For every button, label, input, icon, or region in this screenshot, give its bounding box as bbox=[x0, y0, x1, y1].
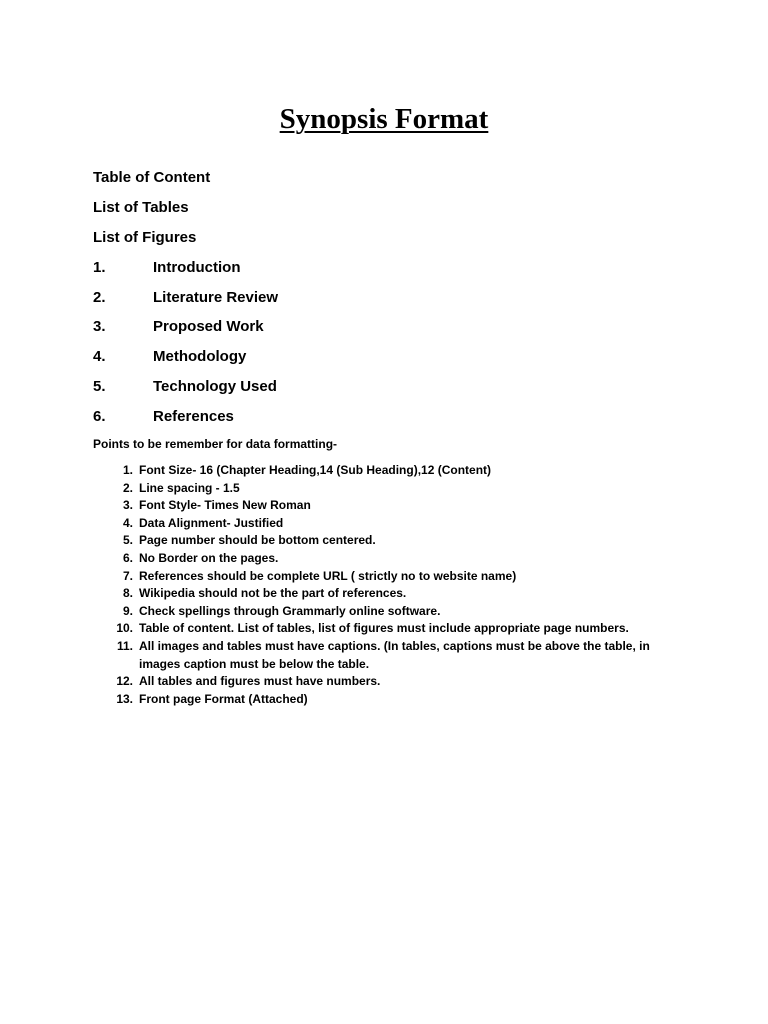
rule-number: 1. bbox=[122, 463, 133, 477]
rule-item bbox=[93, 515, 673, 533]
rule-number: 11. bbox=[116, 638, 133, 653]
contents-item bbox=[93, 165, 278, 195]
rule-item bbox=[93, 550, 673, 568]
rule-item bbox=[93, 620, 673, 638]
contents-item-label: Table of Content bbox=[93, 169, 211, 186]
rule-text: Data Alignment- Justified bbox=[139, 515, 284, 530]
document-title-text: Synopsis Format bbox=[279, 103, 489, 135]
rule-number: 13. bbox=[116, 691, 133, 706]
rule-text: References should be complete URL ( strictly no to website name) bbox=[139, 568, 517, 583]
rule-item bbox=[93, 532, 673, 550]
contents-item bbox=[93, 374, 278, 404]
rule-number: 12. bbox=[116, 674, 133, 689]
contents-item-label: Introduction bbox=[153, 258, 241, 276]
contents-item bbox=[93, 195, 278, 225]
rule-number: 8. bbox=[122, 586, 133, 601]
contents-item-number: 4. bbox=[93, 348, 106, 366]
rule-text: All images and tables must have captions. (In tables, captions must be above the table, in images caption must be below the table. bbox=[139, 638, 650, 671]
contents-item-label: Technology Used bbox=[153, 378, 277, 396]
contents-item bbox=[93, 344, 278, 374]
rule-text: All tables and figures must have numbers. bbox=[139, 674, 381, 689]
contents-item bbox=[93, 285, 278, 315]
contents-item-label: Proposed Work bbox=[153, 318, 264, 336]
points-heading: Points to be remember for data formatting- bbox=[93, 437, 338, 451]
rule-number: 4. bbox=[122, 515, 133, 530]
rule-item bbox=[93, 638, 673, 673]
contents-item-number: 1. bbox=[93, 258, 106, 276]
rule-text: Table of content. List of tables, list of figures must include appropriate page numbers. bbox=[139, 621, 629, 636]
rule-text: Page number should be bottom centered. bbox=[139, 533, 376, 548]
contents-item bbox=[93, 314, 278, 344]
rule-text: Font Size- 16 (Chapter Heading,14 (Sub Heading),12 (Content) bbox=[139, 463, 492, 477]
contents-item-number: 3. bbox=[93, 318, 106, 336]
rule-text: Font Style- Times New Roman bbox=[139, 498, 311, 513]
contents-item-label: Methodology bbox=[153, 348, 247, 366]
contents-item-number: 5. bbox=[93, 378, 106, 396]
contents-list bbox=[93, 165, 278, 434]
rule-item bbox=[93, 673, 673, 691]
rule-number: 6. bbox=[122, 550, 133, 565]
formatting-rules-list bbox=[93, 462, 673, 708]
rule-text: No Border on the pages. bbox=[139, 550, 279, 565]
rule-number: 7. bbox=[122, 568, 133, 583]
contents-item bbox=[93, 404, 278, 434]
rule-item bbox=[93, 480, 673, 498]
rule-text: Line spacing - 1.5 bbox=[139, 480, 240, 495]
rule-item bbox=[93, 462, 673, 480]
rule-text: Wikipedia should not be the part of references. bbox=[139, 586, 407, 601]
contents-item bbox=[93, 225, 278, 255]
rule-item bbox=[93, 585, 673, 603]
contents-item bbox=[93, 255, 278, 285]
rule-number: 10. bbox=[116, 621, 133, 636]
contents-item-number: 2. bbox=[93, 288, 106, 306]
rule-item bbox=[93, 497, 673, 515]
rule-number: 3. bbox=[122, 498, 133, 513]
rule-item bbox=[93, 691, 673, 709]
rule-text: Front page Format (Attached) bbox=[139, 691, 308, 706]
rule-item bbox=[93, 568, 673, 586]
rule-number: 9. bbox=[122, 603, 133, 618]
rule-item bbox=[93, 603, 673, 621]
document-title bbox=[0, 100, 768, 138]
rule-text: Check spellings through Grammarly online software. bbox=[139, 603, 441, 618]
contents-item-label: Literature Review bbox=[153, 288, 279, 306]
contents-item-label: List of Tables bbox=[93, 198, 189, 216]
rule-number: 5. bbox=[122, 533, 133, 548]
contents-item-label: References bbox=[153, 408, 234, 426]
contents-item-number: 6. bbox=[93, 408, 106, 426]
rule-number: 2. bbox=[122, 480, 133, 495]
contents-item-label: List of Figures bbox=[93, 228, 197, 246]
